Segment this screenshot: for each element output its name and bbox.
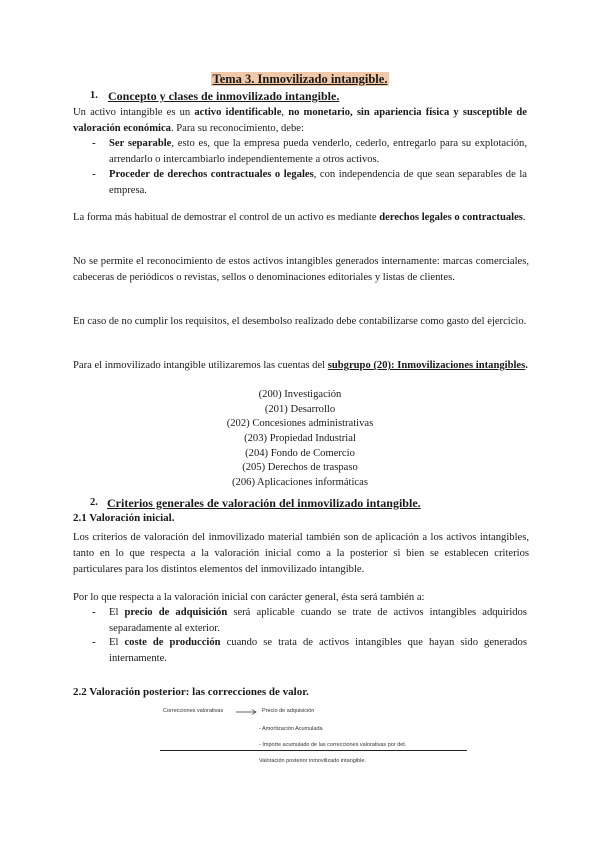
diagram-amortizacion: - Amortización Acumulada xyxy=(259,726,323,732)
bullet-dash: - xyxy=(92,137,96,149)
bullet-precio-adquisicion: El precio de adquisición será aplicable cuando se trate de activos intangibles adquiridos separadamente al exterior. xyxy=(109,607,527,634)
section-1-heading: Concepto y clases de inmovilizado intangible. xyxy=(108,89,340,103)
section-1-number: 1. xyxy=(90,90,98,101)
diagram-precio-adquisicion: Precio de adquisición xyxy=(262,708,315,714)
paragraph-criterios: Los criterios de valoración del inmovilizado material también son de aplicación a los activos intangibles, tanto en lo que respecta a la valoración inicial como a la posterior si bien se establecen criterios particulares para los distintos elementos del inmovilizado intangible. xyxy=(73,532,529,575)
intro-paragraph: Un activo intangible es un activo identificable, no monetario, sin apariencia física y susceptible de valoración económica. Para su reconocimiento, debe: xyxy=(73,107,527,134)
bullet-dash: - xyxy=(92,168,96,180)
diagram-left-label: Correcciones valorativas xyxy=(163,708,224,714)
diagram-correcciones: - Importe acumulado de las correcciones valorativas por det. xyxy=(259,742,407,748)
paragraph-requisitos: En caso de no cumplir los requisitos, el desembolso realizado debe contabilizarse como gasto del ejercicio. xyxy=(73,316,527,327)
bullet-dash: - xyxy=(92,606,96,618)
bullet-separable: Ser separable, esto es, que la empresa pueda venderlo, cederlo, entregarlo para su explotación, arrendarlo o intercambiarlo independientemente a otros activos. xyxy=(109,138,527,165)
account-item: (205) Derechos de traspaso xyxy=(242,462,358,473)
bullet-coste-produccion: El coste de producción cuando se trata de activos intangibles que hayan sido generados internamente. xyxy=(109,637,527,664)
account-item: (206) Aplicaciones informáticas xyxy=(232,477,368,488)
subsection-2-2: 2.2 Valoración posterior: las correcciones de valor. xyxy=(73,686,309,698)
section-2-number: 2. xyxy=(90,497,98,508)
account-item: (200) Investigación xyxy=(258,389,342,400)
page-title: Tema 3. Inmovilizado intangible. xyxy=(212,72,388,86)
paragraph-no-reconocimiento: No se permite el reconocimiento de estos activos intangibles generados internamente: marcas comerciales, cabeceras de periódicos o revistas, sellos o denominaciones editoriales y listas de clientes. xyxy=(73,256,529,283)
account-item: (201) Desarrollo xyxy=(264,404,336,415)
diagram-result: Valoración posterior inmovilizado intangible. xyxy=(259,758,366,764)
account-item: (202) Concesiones administrativas xyxy=(226,418,374,429)
bullet-contractual: Proceder de derechos contractuales o legales, con independencia de que sean separables de la empresa. xyxy=(109,169,527,196)
account-item: (204) Fondo de Comercio xyxy=(245,448,355,459)
arrow-right-icon xyxy=(236,708,260,716)
diagram-sum-line xyxy=(160,750,467,751)
section-2-heading: Criterios generales de valoración del inmovilizado intangible. xyxy=(107,496,421,510)
subsection-2-1: 2.1 Valoración inicial. xyxy=(73,512,175,524)
paragraph-subgrupo: Para el inmovilizado intangible utilizaremos las cuentas del subgrupo (20): Inmovilizaciones intangibles. xyxy=(73,360,528,371)
paragraph-valoracion-inicial: Por lo que respecta a la valoración inicial con carácter general, ésta será también a: xyxy=(73,592,425,603)
bullet-dash: - xyxy=(92,636,96,648)
paragraph-control: La forma más habitual de demostrar el control de un activo es mediante derechos legales o contractuales. xyxy=(73,212,526,223)
subgrupo-link: subgrupo (20): Inmovilizaciones intangibles xyxy=(327,360,526,371)
account-item: (203) Propiedad Industrial xyxy=(244,433,356,444)
